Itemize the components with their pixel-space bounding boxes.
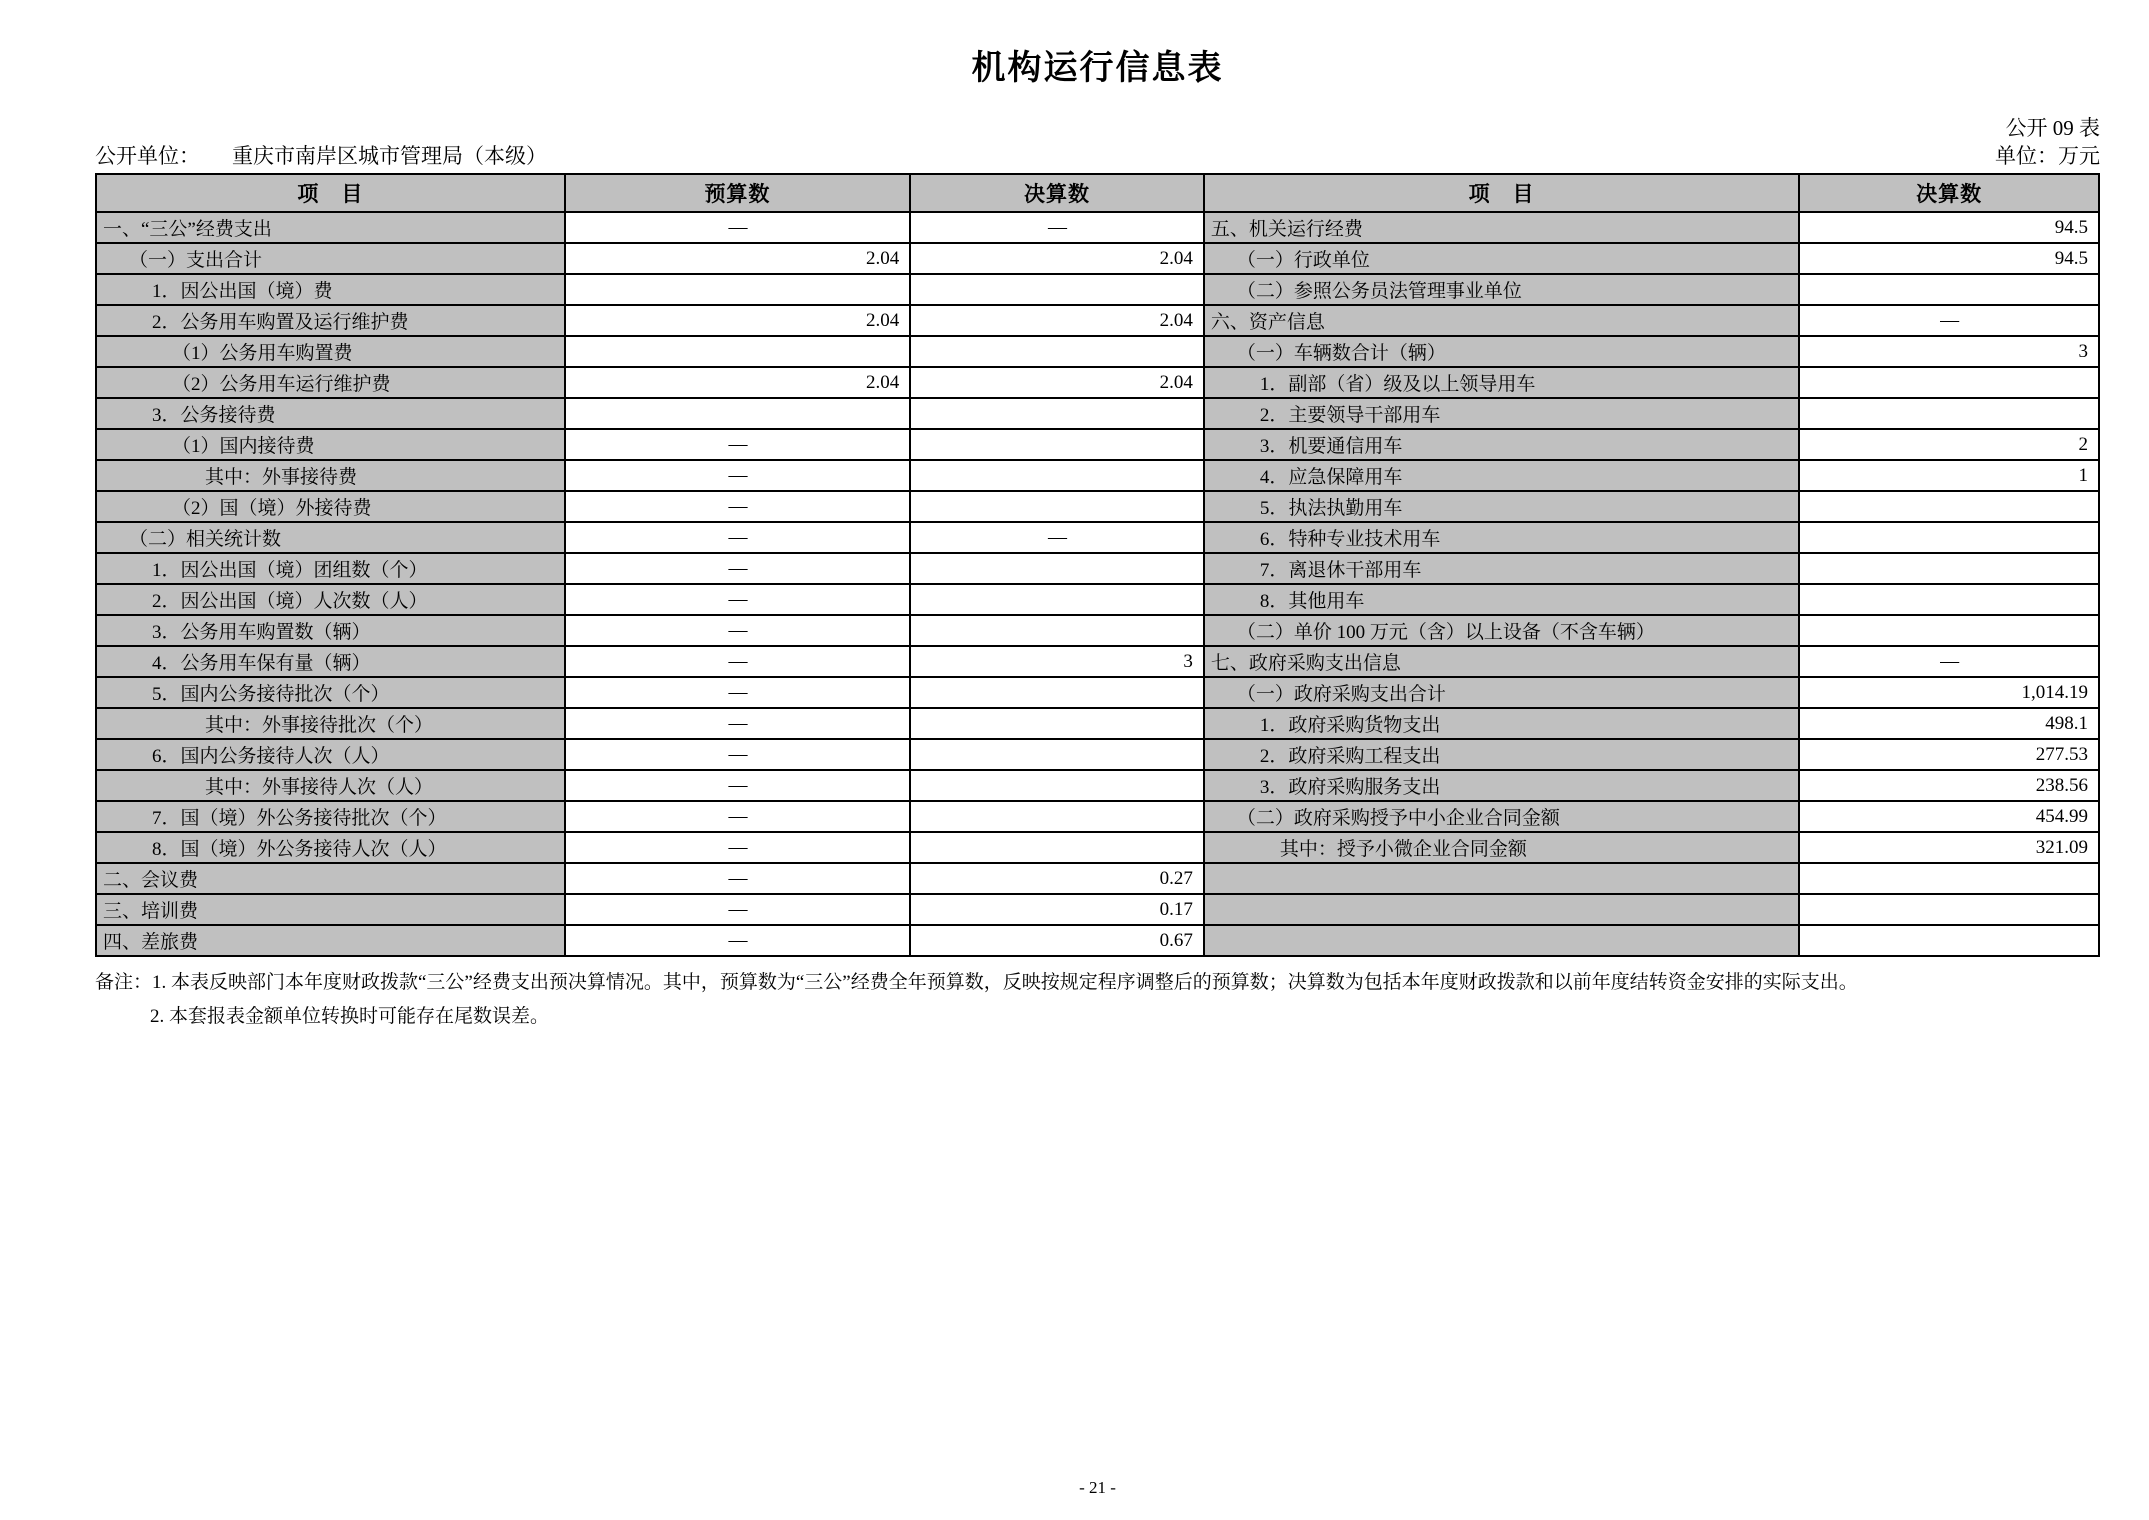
- table-row: [96, 863, 2099, 894]
- final-cell: [910, 429, 1204, 460]
- table-row: [96, 305, 2099, 336]
- final-cell-right: [1799, 925, 2099, 956]
- unit-label: 单位：万元: [1995, 144, 2100, 168]
- final-cell: [910, 801, 1204, 832]
- budget-cell: —: [565, 832, 911, 863]
- item-cell-right: 1．副部（省）级及以上领导用车: [1204, 367, 1799, 398]
- item-cell: （2）国（境）外接待费: [96, 491, 565, 522]
- final-cell-right: [1799, 491, 2099, 522]
- table-body: [96, 212, 2099, 956]
- budget-cell: —: [565, 646, 911, 677]
- item-cell: （二）相关统计数: [96, 522, 565, 553]
- item-cell-right: （二）单价 100 万元（含）以上设备（不含车辆）: [1204, 615, 1799, 646]
- document-content: [95, 0, 2100, 1034]
- header-final-right: 决算数: [1799, 174, 2099, 212]
- final-cell: [910, 615, 1204, 646]
- final-cell: 2.04: [910, 305, 1204, 336]
- budget-cell: —: [565, 708, 911, 739]
- budget-cell: —: [565, 894, 911, 925]
- item-cell: 其中：外事接待人次（人）: [96, 770, 565, 801]
- table-code: 公开 09 表: [2005, 116, 2100, 140]
- item-cell: 2．公务用车购置及运行维护费: [96, 305, 565, 336]
- table-header-row: [96, 174, 2099, 212]
- item-cell: （1）国内接待费: [96, 429, 565, 460]
- item-cell-right: [1204, 925, 1799, 956]
- table-row: [96, 274, 2099, 305]
- table-row: [96, 925, 2099, 956]
- final-cell-right: [1799, 553, 2099, 584]
- item-cell-right: [1204, 863, 1799, 894]
- publisher: [95, 143, 547, 169]
- final-cell-right: —: [1799, 646, 2099, 677]
- budget-cell: [565, 336, 911, 367]
- table-row: [96, 801, 2099, 832]
- item-cell: 3．公务用车购置数（辆）: [96, 615, 565, 646]
- table-row: [96, 522, 2099, 553]
- notes: [95, 966, 2100, 1034]
- budget-cell: —: [565, 739, 911, 770]
- item-cell: 3．公务接待费: [96, 398, 565, 429]
- final-cell: [910, 584, 1204, 615]
- item-cell-right: 五、机关运行经费: [1204, 212, 1799, 243]
- item-cell: 2．因公出国（境）人次数（人）: [96, 584, 565, 615]
- table-row: [96, 429, 2099, 460]
- final-cell: [910, 398, 1204, 429]
- final-cell-right: 1,014.19: [1799, 677, 2099, 708]
- final-cell: 0.67: [910, 925, 1204, 956]
- final-cell-right: 3: [1799, 336, 2099, 367]
- final-cell-right: —: [1799, 305, 2099, 336]
- item-cell: 8．国（境）外公务接待人次（人）: [96, 832, 565, 863]
- item-cell-right: （二）参照公务员法管理事业单位: [1204, 274, 1799, 305]
- item-cell: 二、会议费: [96, 863, 565, 894]
- final-cell: [910, 832, 1204, 863]
- item-cell-right: 其中：授予小微企业合同金额: [1204, 832, 1799, 863]
- item-cell: 1．因公出国（境）费: [96, 274, 565, 305]
- budget-cell: —: [565, 212, 911, 243]
- final-cell: [910, 460, 1204, 491]
- final-cell-right: [1799, 398, 2099, 429]
- final-cell: [910, 336, 1204, 367]
- final-cell-right: [1799, 522, 2099, 553]
- final-cell-right: [1799, 367, 2099, 398]
- item-cell-right: 4．应急保障用车: [1204, 460, 1799, 491]
- budget-cell: —: [565, 522, 911, 553]
- header-item-right: 项 目: [1204, 174, 1799, 212]
- final-cell-right: 94.5: [1799, 212, 2099, 243]
- info-table: [95, 173, 2100, 957]
- item-cell-right: 6．特种专业技术用车: [1204, 522, 1799, 553]
- table-row: [96, 739, 2099, 770]
- budget-cell: —: [565, 491, 911, 522]
- budget-cell: —: [565, 925, 911, 956]
- publisher-value: 重庆市南岸区城市管理局（本级）: [232, 144, 547, 168]
- item-cell-right: 2．主要领导干部用车: [1204, 398, 1799, 429]
- item-cell-right: （一）车辆数合计（辆）: [1204, 336, 1799, 367]
- table-row: [96, 894, 2099, 925]
- item-cell: 其中：外事接待批次（个）: [96, 708, 565, 739]
- item-cell: 6．国内公务接待人次（人）: [96, 739, 565, 770]
- item-cell-right: 8．其他用车: [1204, 584, 1799, 615]
- item-cell: 7．国（境）外公务接待批次（个）: [96, 801, 565, 832]
- publisher-label: 公开单位：: [95, 144, 200, 168]
- budget-cell: —: [565, 460, 911, 491]
- header-item: 项 目: [96, 174, 565, 212]
- table-row: [96, 336, 2099, 367]
- budget-cell: —: [565, 770, 911, 801]
- table-row: [96, 708, 2099, 739]
- budget-cell: [565, 274, 911, 305]
- final-cell: 2.04: [910, 367, 1204, 398]
- final-cell: 0.27: [910, 863, 1204, 894]
- item-cell: （一）支出合计: [96, 243, 565, 274]
- final-cell-right: 238.56: [1799, 770, 2099, 801]
- final-cell-right: 454.99: [1799, 801, 2099, 832]
- table-row: [96, 646, 2099, 677]
- table-row: [96, 584, 2099, 615]
- final-cell: 3: [910, 646, 1204, 677]
- item-cell-right: 3．机要通信用车: [1204, 429, 1799, 460]
- final-cell: [910, 708, 1204, 739]
- budget-cell: —: [565, 584, 911, 615]
- item-cell-right: 5．执法执勤用车: [1204, 491, 1799, 522]
- final-cell: [910, 677, 1204, 708]
- item-cell-right: [1204, 894, 1799, 925]
- final-cell-right: 1: [1799, 460, 2099, 491]
- header-final: 决算数: [910, 174, 1204, 212]
- final-cell-right: [1799, 894, 2099, 925]
- table-row: [96, 367, 2099, 398]
- note-line-2: 2. 本套报表金额单位转换时可能存在尾数误差。: [150, 1006, 550, 1027]
- item-cell: 4．公务用车保有量（辆）: [96, 646, 565, 677]
- item-cell: 5．国内公务接待批次（个）: [96, 677, 565, 708]
- item-cell: 其中：外事接待费: [96, 460, 565, 491]
- item-cell: （2）公务用车运行维护费: [96, 367, 565, 398]
- budget-cell: 2.04: [565, 243, 911, 274]
- item-cell-right: （一）行政单位: [1204, 243, 1799, 274]
- item-cell: 三、培训费: [96, 894, 565, 925]
- final-cell: [910, 491, 1204, 522]
- table-row: [96, 398, 2099, 429]
- final-cell: —: [910, 212, 1204, 243]
- table-row: [96, 460, 2099, 491]
- final-cell: —: [910, 522, 1204, 553]
- final-cell: [910, 739, 1204, 770]
- budget-cell: 2.04: [565, 367, 911, 398]
- final-cell-right: 498.1: [1799, 708, 2099, 739]
- budget-cell: —: [565, 801, 911, 832]
- table-row: [96, 615, 2099, 646]
- table-row: [96, 212, 2099, 243]
- budget-cell: 2.04: [565, 305, 911, 336]
- budget-cell: —: [565, 429, 911, 460]
- header-budget: 预算数: [565, 174, 911, 212]
- final-cell: 2.04: [910, 243, 1204, 274]
- final-cell: [910, 553, 1204, 584]
- final-cell: [910, 274, 1204, 305]
- page-number: - 21 -: [1079, 1478, 1116, 1497]
- item-cell: 一、“三公”经费支出: [96, 212, 565, 243]
- table-row: [96, 677, 2099, 708]
- item-cell-right: （一）政府采购支出合计: [1204, 677, 1799, 708]
- table-row: [96, 491, 2099, 522]
- item-cell-right: 2．政府采购工程支出: [1204, 739, 1799, 770]
- item-cell-right: （二）政府采购授予中小企业合同金额: [1204, 801, 1799, 832]
- meta-row: [95, 143, 2100, 169]
- budget-cell: —: [565, 863, 911, 894]
- final-cell-right: 2: [1799, 429, 2099, 460]
- final-cell: [910, 770, 1204, 801]
- final-cell-right: [1799, 863, 2099, 894]
- final-cell-right: 321.09: [1799, 832, 2099, 863]
- table-row: [96, 553, 2099, 584]
- page-title: 机构运行信息表: [971, 50, 1224, 87]
- table-row: [96, 832, 2099, 863]
- budget-cell: —: [565, 677, 911, 708]
- budget-cell: —: [565, 553, 911, 584]
- item-cell-right: 3．政府采购服务支出: [1204, 770, 1799, 801]
- item-cell: （1）公务用车购置费: [96, 336, 565, 367]
- budget-cell: [565, 398, 911, 429]
- item-cell: 四、差旅费: [96, 925, 565, 956]
- item-cell-right: 六、资产信息: [1204, 305, 1799, 336]
- table-row: [96, 770, 2099, 801]
- final-cell: 0.17: [910, 894, 1204, 925]
- final-cell-right: [1799, 274, 2099, 305]
- final-cell-right: [1799, 615, 2099, 646]
- note-line-1: 备注：1. 本表反映部门本年度财政拨款“三公”经费支出预决算情况。其中，预算数为“三公”经费全年预算数，反映按规定程序调整后的预算数；决算数为包括本年度财政拨款和以前年度结转资金安排的实际支出。: [95, 972, 1858, 993]
- item-cell: 1．因公出国（境）团组数（个）: [96, 553, 565, 584]
- item-cell-right: 七、政府采购支出信息: [1204, 646, 1799, 677]
- budget-cell: —: [565, 615, 911, 646]
- final-cell-right: 277.53: [1799, 739, 2099, 770]
- item-cell-right: 7．离退休干部用车: [1204, 553, 1799, 584]
- final-cell-right: [1799, 584, 2099, 615]
- final-cell-right: 94.5: [1799, 243, 2099, 274]
- table-row: [96, 243, 2099, 274]
- item-cell-right: 1．政府采购货物支出: [1204, 708, 1799, 739]
